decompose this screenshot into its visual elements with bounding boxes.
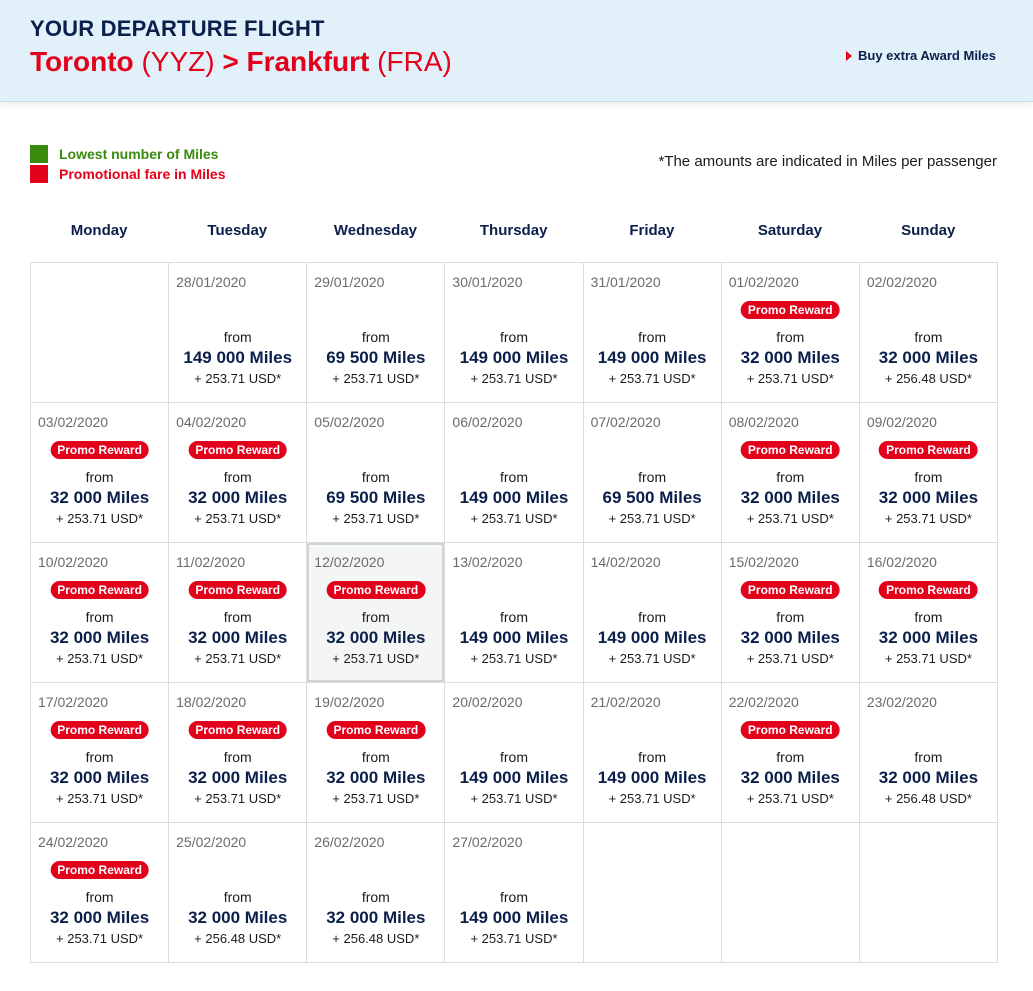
promo-reward-badge: Promo Reward	[188, 581, 287, 599]
day-date: 19/02/2020	[314, 694, 385, 710]
day-date: 18/02/2020	[176, 694, 247, 710]
day-date: 23/02/2020	[866, 694, 937, 710]
calendar-day-cell[interactable]	[307, 823, 445, 963]
calendar-day-cell[interactable]	[722, 683, 860, 823]
day-date: 08/02/2020	[728, 414, 799, 430]
miles-amount: 149 000 Miles	[183, 348, 293, 367]
miles-note: *The amounts are indicated in Miles per passenger	[658, 153, 997, 170]
calendar-day-cell[interactable]	[169, 823, 307, 963]
miles-amount: 69 500 Miles	[326, 348, 426, 367]
from-label: from	[499, 889, 528, 905]
departure-label: YOUR DEPARTURE FLIGHT	[30, 16, 325, 41]
day-date: 29/01/2020	[314, 274, 385, 290]
day-date: 20/02/2020	[452, 694, 523, 710]
day-date: 27/02/2020	[452, 834, 523, 850]
route-title	[30, 46, 452, 78]
tax-amount: + 253.71 USD*	[608, 511, 696, 526]
calendar-day-cell[interactable]	[445, 403, 583, 543]
calendar-day-cell[interactable]	[860, 403, 998, 543]
calendar-day-cell[interactable]	[445, 823, 583, 963]
from-label: from	[638, 469, 667, 485]
miles-amount: 32 000 Miles	[878, 768, 979, 787]
miles-amount: 149 000 Miles	[459, 488, 569, 507]
tax-amount: + 253.71 USD*	[194, 791, 282, 806]
day-date: 03/02/2020	[38, 414, 109, 430]
day-date: 01/02/2020	[728, 274, 799, 290]
day-date: 07/02/2020	[590, 414, 661, 430]
miles-amount: 32 000 Miles	[326, 908, 426, 927]
from-label: from	[499, 749, 528, 765]
promo-reward-badge: Promo Reward	[327, 581, 426, 599]
miles-amount: 69 500 Miles	[602, 488, 702, 507]
calendar-day-cell[interactable]	[445, 543, 583, 683]
calendar-day-cell[interactable]	[445, 683, 583, 823]
miles-amount: 32 000 Miles	[49, 488, 150, 507]
from-label: from	[223, 889, 252, 905]
from-label: from	[638, 749, 667, 765]
day-date: 11/02/2020	[176, 554, 246, 570]
from-label: from	[638, 329, 667, 345]
tax-amount: + 253.71 USD*	[470, 371, 558, 386]
calendar-day-cell[interactable]	[860, 263, 998, 403]
promo-reward-badge: Promo Reward	[741, 441, 840, 459]
day-date: 15/02/2020	[728, 554, 799, 570]
tax-amount: + 253.71 USD*	[56, 511, 144, 526]
tax-amount: + 253.71 USD*	[884, 651, 972, 666]
from-label: from	[361, 329, 390, 345]
promo-reward-badge: Promo Reward	[741, 721, 840, 739]
promo-reward-badge: Promo Reward	[741, 581, 840, 599]
miles-amount: 32 000 Miles	[326, 628, 426, 647]
miles-amount: 32 000 Miles	[188, 488, 288, 507]
from-label: from	[914, 609, 943, 625]
tax-amount: + 253.71 USD*	[470, 791, 558, 806]
promo-reward-badge: Promo Reward	[50, 581, 149, 599]
tax-amount: + 253.71 USD*	[470, 511, 558, 526]
weekday-label: Sunday	[901, 222, 956, 239]
miles-amount: 32 000 Miles	[740, 768, 840, 787]
calendar-day-cell[interactable]	[31, 823, 169, 963]
route-separator: >	[222, 46, 239, 77]
miles-amount: 32 000 Miles	[878, 488, 979, 507]
day-date: 10/02/2020	[38, 554, 109, 570]
day-date: 22/02/2020	[728, 694, 799, 710]
weekday-header	[30, 222, 998, 239]
promo-reward-badge: Promo Reward	[50, 721, 149, 739]
day-date: 16/02/2020	[866, 554, 937, 570]
weekday-label: Tuesday	[207, 222, 268, 239]
miles-amount: 149 000 Miles	[459, 908, 569, 927]
day-date: 31/01/2020	[590, 274, 661, 290]
day-date: 05/02/2020	[314, 414, 385, 430]
from-label: from	[223, 749, 252, 765]
promo-reward-badge: Promo Reward	[879, 441, 978, 459]
day-date: 21/02/2020	[590, 694, 661, 710]
legend-promo-label: Promotional fare in Miles	[59, 166, 226, 182]
calendar-day-cell[interactable]	[307, 683, 445, 823]
day-date: 26/02/2020	[314, 834, 385, 850]
day-date: 13/02/2020	[452, 554, 523, 570]
from-label: from	[914, 469, 943, 485]
tax-amount: + 253.71 USD*	[194, 651, 282, 666]
miles-amount: 149 000 Miles	[459, 628, 569, 647]
from-label: from	[776, 749, 805, 765]
calendar-day-cell[interactable]	[31, 683, 169, 823]
calendar-day-cell[interactable]	[860, 683, 998, 823]
tax-amount: + 253.71 USD*	[608, 791, 696, 806]
day-date: 14/02/2020	[590, 554, 661, 570]
tax-amount: + 253.71 USD*	[746, 371, 834, 386]
from-label: from	[223, 469, 252, 485]
promo-reward-badge: Promo Reward	[327, 721, 426, 739]
calendar-day-cell[interactable]	[31, 543, 169, 683]
legend-lowest-label: Lowest number of Miles	[59, 146, 219, 162]
from-label: from	[914, 749, 943, 765]
from-label: from	[499, 329, 528, 345]
origin-city: Toronto	[30, 46, 134, 77]
weekday-label: Monday	[70, 222, 128, 239]
miles-amount: 149 000 Miles	[597, 768, 707, 787]
promo-reward-badge: Promo Reward	[50, 441, 149, 459]
calendar-day-cell[interactable]	[584, 543, 722, 683]
destination-city: Frankfurt	[246, 46, 370, 77]
tax-amount: + 256.48 USD*	[194, 931, 282, 946]
tax-amount: + 253.71 USD*	[56, 931, 144, 946]
promo-reward-badge: Promo Reward	[50, 861, 149, 879]
from-label: from	[85, 889, 114, 905]
arrow-right-icon	[846, 51, 852, 61]
legend-promo	[30, 164, 225, 184]
tax-amount: + 253.71 USD*	[56, 651, 144, 666]
from-label: from	[638, 609, 667, 625]
tax-amount: + 253.71 USD*	[332, 791, 420, 806]
miles-amount: 32 000 Miles	[740, 488, 840, 507]
from-label: from	[223, 329, 252, 345]
day-date: 25/02/2020	[176, 834, 247, 850]
from-label: from	[914, 329, 943, 345]
day-date: 17/02/2020	[38, 694, 109, 710]
origin-code: (YYZ)	[141, 46, 215, 77]
calendar-day-cell[interactable]	[307, 543, 445, 683]
day-date: 02/02/2020	[866, 274, 937, 290]
tax-amount: + 253.71 USD*	[194, 511, 282, 526]
weekday-label: Saturday	[757, 222, 823, 239]
calendar-cell-empty	[31, 263, 169, 403]
calendar-grid	[30, 262, 998, 963]
promo-swatch	[30, 165, 48, 183]
tax-amount: + 256.48 USD*	[884, 791, 972, 806]
miles-amount: 32 000 Miles	[188, 628, 288, 647]
tax-amount: + 253.71 USD*	[746, 511, 834, 526]
calendar-day-cell[interactable]	[307, 263, 445, 403]
buy-award-miles-label: Buy extra Award Miles	[858, 48, 996, 63]
tax-amount: + 253.71 USD*	[194, 371, 282, 386]
legend-lowest	[30, 144, 225, 164]
tax-amount: + 256.48 USD*	[884, 371, 972, 386]
tax-amount: + 253.71 USD*	[884, 511, 972, 526]
from-label: from	[85, 609, 114, 625]
miles-amount: 32 000 Miles	[878, 348, 979, 367]
miles-amount: 32 000 Miles	[49, 908, 150, 927]
from-label: from	[361, 469, 390, 485]
weekday-label: Friday	[629, 222, 675, 239]
day-date: 24/02/2020	[38, 834, 109, 850]
miles-amount: 149 000 Miles	[459, 348, 569, 367]
calendar-day-cell[interactable]	[584, 263, 722, 403]
tax-amount: + 253.71 USD*	[608, 371, 696, 386]
day-date: 04/02/2020	[176, 414, 247, 430]
calendar-day-cell[interactable]	[722, 263, 860, 403]
promo-reward-badge: Promo Reward	[188, 721, 287, 739]
tax-amount: + 253.71 USD*	[332, 651, 420, 666]
miles-amount: 149 000 Miles	[459, 768, 569, 787]
calendar-day-cell[interactable]	[584, 683, 722, 823]
from-label: from	[85, 749, 114, 765]
tax-amount: + 253.71 USD*	[746, 791, 834, 806]
fare-legend	[30, 144, 225, 184]
buy-award-miles-link[interactable]	[846, 48, 996, 63]
calendar-day-cell[interactable]	[169, 683, 307, 823]
promo-reward-badge: Promo Reward	[879, 581, 978, 599]
miles-amount: 32 000 Miles	[49, 768, 150, 787]
calendar-day-cell[interactable]	[169, 263, 307, 403]
tax-amount: + 256.48 USD*	[332, 931, 420, 946]
miles-amount: 32 000 Miles	[740, 348, 840, 367]
from-label: from	[776, 469, 805, 485]
day-date: 06/02/2020	[452, 414, 523, 430]
calendar-day-cell[interactable]	[860, 543, 998, 683]
miles-amount: 32 000 Miles	[188, 908, 288, 927]
tax-amount: + 253.71 USD*	[56, 791, 144, 806]
from-label: from	[85, 469, 114, 485]
calendar-day-cell[interactable]	[722, 543, 860, 683]
day-date: 12/02/2020	[314, 554, 385, 570]
tax-amount: + 253.71 USD*	[608, 651, 696, 666]
from-label: from	[776, 329, 805, 345]
tax-amount: + 253.71 USD*	[332, 511, 420, 526]
calendar-day-cell[interactable]	[169, 403, 307, 543]
from-label: from	[361, 889, 390, 905]
from-label: from	[499, 609, 528, 625]
from-label: from	[361, 609, 390, 625]
calendar-day-cell[interactable]	[307, 403, 445, 543]
tax-amount: + 253.71 USD*	[470, 931, 558, 946]
promo-reward-badge: Promo Reward	[741, 301, 840, 319]
calendar-day-cell[interactable]	[445, 263, 583, 403]
miles-amount: 32 000 Miles	[878, 628, 979, 647]
from-label: from	[776, 609, 805, 625]
promo-reward-badge: Promo Reward	[188, 441, 287, 459]
calendar-cell-empty	[722, 823, 860, 963]
miles-amount: 149 000 Miles	[597, 628, 707, 647]
from-label: from	[223, 609, 252, 625]
calendar-cell-empty	[584, 823, 722, 963]
miles-amount: 149 000 Miles	[597, 348, 707, 367]
weekday-label: Thursday	[479, 222, 548, 239]
weekday-label: Wednesday	[333, 222, 418, 239]
flight-header	[0, 0, 1033, 102]
from-label: from	[361, 749, 390, 765]
calendar-day-cell[interactable]	[169, 543, 307, 683]
lowest-swatch	[30, 145, 48, 163]
destination-code: (FRA)	[377, 46, 452, 77]
tax-amount: + 253.71 USD*	[746, 651, 834, 666]
day-date: 30/01/2020	[452, 274, 523, 290]
calendar-day-cell[interactable]	[584, 403, 722, 543]
calendar-cell-empty	[860, 823, 998, 963]
miles-amount: 32 000 Miles	[740, 628, 840, 647]
calendar-day-cell[interactable]	[722, 403, 860, 543]
miles-amount: 32 000 Miles	[49, 628, 150, 647]
miles-amount: 32 000 Miles	[188, 768, 288, 787]
tax-amount: + 253.71 USD*	[470, 651, 558, 666]
day-date: 09/02/2020	[866, 414, 937, 430]
miles-amount: 32 000 Miles	[326, 768, 426, 787]
from-label: from	[499, 469, 528, 485]
tax-amount: + 253.71 USD*	[332, 371, 420, 386]
day-date: 28/01/2020	[176, 274, 247, 290]
miles-amount: 69 500 Miles	[326, 488, 426, 507]
calendar-day-cell[interactable]	[31, 403, 169, 543]
